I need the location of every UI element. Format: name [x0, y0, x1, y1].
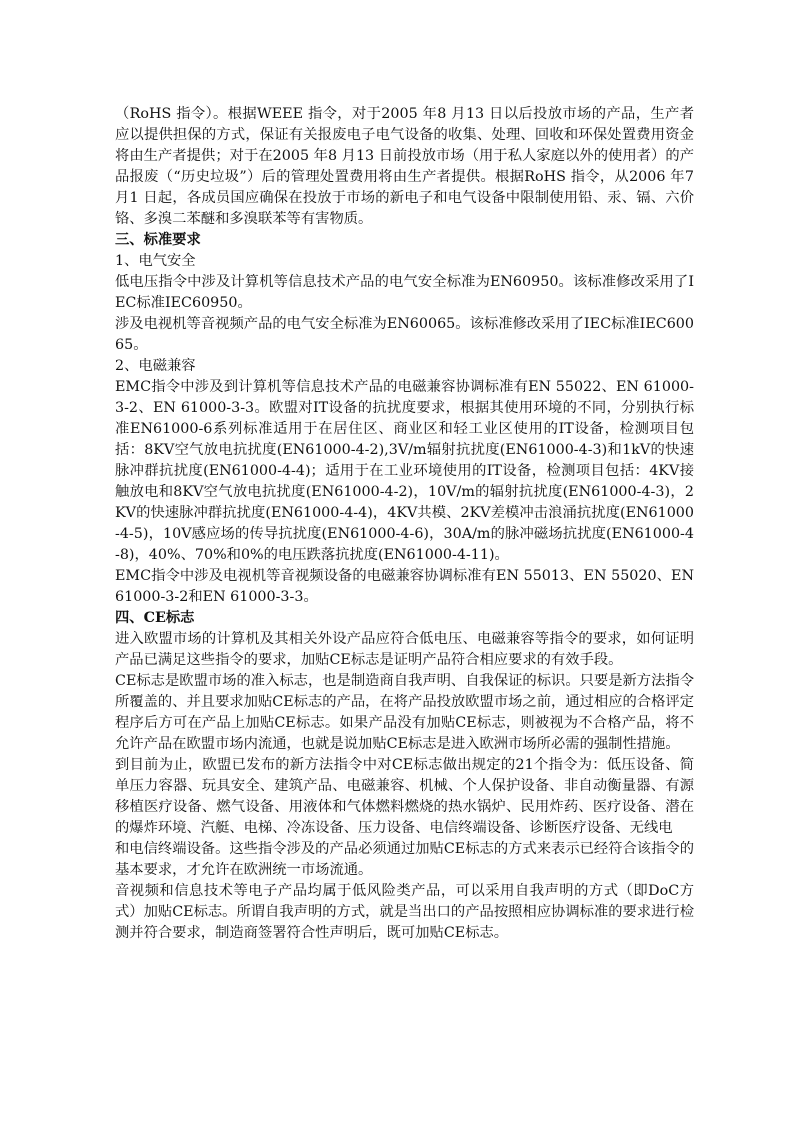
paragraph-ce-self-declaration: 音视频和信息技术等电子产品均属于低风险类产品，可以采用自我声明的方式（即DoC方式）加贴CE标志。所谓自我声明的方式，就是当出口的产品按照相应协调标准的要求进行检测并符合要求，制造商签署符合性声明后，既可加贴CE标志。	[115, 883, 694, 941]
paragraph-ce-intro: 进入欧盟市场的计算机及其相关外设产品应符合低电压、电磁兼容等指令的要求，如何证明产品已满足这些指令的要求，加贴CE标志是证明产品符合相应要求的有效手段。	[115, 631, 694, 668]
subheading-emc: 2、电磁兼容	[115, 358, 196, 374]
paragraph-emc-av-standards: EMC指令中涉及电视机等音视频设备的电磁兼容协调标准有EN 55013、EN 55020、EN 61000-3-2和EN 61000-3-3。	[115, 568, 694, 605]
heading-standard-requirements: 三、标准要求	[115, 232, 201, 248]
paragraph-ce-market-access: CE标志是欧盟市场的准入标志，也是制造商自我声明、自我保证的标识。只要是新方法指令所覆盖的、并且要求加贴CE标志的产品，在将产品投放欧盟市场之前，通过相应的合格评定程序后方可在产品上加贴CE标志。如果产品没有加贴CE标志，则被视为不合格产品，将不允许产品在欧盟市场内流通，也就是说加贴CE标志是进入欧洲市场所必需的强制性措施。	[115, 673, 694, 752]
paragraph-av-safety: 涉及电视机等音视频产品的电气安全标准为EN60065。该标准修改采用了IEC标准IEC60065。	[115, 316, 694, 353]
subheading-electrical-safety: 1、电气安全	[115, 253, 196, 269]
paragraph-lvd-it-safety: 低电压指令中涉及计算机等信息技术产品的电气安全标准为EN60950。该标准修改采用了IEC标准IEC60950。	[115, 274, 694, 311]
paragraph-weee-rohs: （RoHS 指令）。根据WEEE 指令，对于2005 年8 月13 日以后投放市场的产品，生产者应以提供担保的方式，保证有关报废电子电气设备的收集、处理、回收和环保处置费用资金将由生产者提供；对于在2005 年8 月13 日前投放市场（用于私人家庭以外的使用者）的产品报废（“历史垃圾”）后的管理处置费用将由生产者提供。根据RoHS 指令，从2006 年7 月1 日起，各成员国应确保在投放于市场的新电子和电气设备中限制使用铅、汞、镉、六价铬、多溴二苯醚和多溴联苯等有害物质。	[115, 106, 694, 227]
heading-ce-mark: 四、CE标志	[115, 610, 195, 626]
paragraph-ce-directives-list: 到目前为止，欧盟已发布的新方法指令中对CE标志做出规定的21个指令为：低压设备、简单压力容器、玩具安全、建筑产品、电磁兼容、机械、个人保护设备、非自动衡量器、有源移植医疗设备、燃气设备、用液体和气体燃料燃烧的热水锅炉、民用炸药、医疗设备、潜在的爆炸环境、汽艇、电梯、冷冻设备、压力设备、电信终端设备、诊断医疗设备、无线电	[115, 757, 694, 836]
paragraph-emc-it-standards: EMC指令中涉及到计算机等信息技术产品的电磁兼容协调标准有EN 55022、EN 61000-3-2、EN 61000-3-3。欧盟对IT设备的抗扰度要求，根据其使用环境的不同，分别执行标准EN61000-6系列标准适用于在居住区、商业区和轻工业区使用的IT设备，检测项目包括：8KV空气放电抗扰度(EN61000-4-2),3V/m辐射抗扰度(EN61000-4-3)和1kV的快速脉冲群抗扰度(EN61000-4-4)；适用于在工业环境使用的IT设备，检测项目包括：4KV接触放电和8KV空气放电抗扰度(EN61000-4-2)，10V/m的辐射抗扰度(EN61000-4-3)，2KV的快速脉冲群抗扰度(EN61000-4-4)，4KV共模、2KV差模冲击浪涌抗扰度(EN61000-4-5)，10V感应场的传导抗扰度(EN61000-4-6)，30A/m的脉冲磁场抗扰度(EN61000-4-8)，40%、70%和0%的电压跌落抗扰度(EN61000-4-11)。	[115, 379, 694, 563]
paragraph-ce-directives-continued: 和电信终端设备。这些指令涉及的产品必须通过加贴CE标志的方式来表示已经符合该指令的基本要求，才允许在欧洲统一市场流通。	[115, 841, 694, 878]
